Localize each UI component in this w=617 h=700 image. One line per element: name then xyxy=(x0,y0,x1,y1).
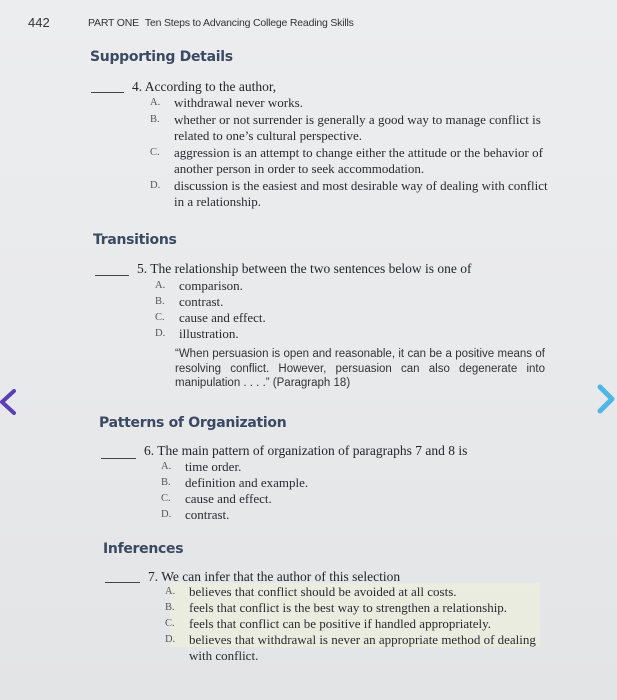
chevron-left-icon[interactable] xyxy=(0,388,18,416)
option-b[interactable]: B. contrast. xyxy=(155,294,224,309)
question-4: 4. According to the author, xyxy=(132,79,277,94)
question-7: 7. We can infer that the author of this selection xyxy=(148,569,401,584)
section-heading-supporting-details: Supporting Details xyxy=(90,49,233,65)
section-heading-inferences: Inferences xyxy=(103,541,184,557)
running-head xyxy=(88,17,354,29)
answer-blank[interactable] xyxy=(91,92,124,93)
option-c[interactable]: C. feels that conflict can be positive if handled appropriately. xyxy=(165,616,492,631)
question-6: 6. The main pattern of organization of paragraphs 7 and 8 is xyxy=(144,443,468,458)
quoted-passage: “When persuasion is open and reasonable, it can be a positive means of resolving conflict. However, persuasion can also degenerate into manipulation . . . .” (Paragraph 18) xyxy=(175,348,545,389)
option-c[interactable]: C. aggression is an attempt to change either the attitude or the behavior of another person in order to seek accommodation. xyxy=(150,145,543,176)
option-a[interactable]: A. believes that conflict should be avoided at all costs. xyxy=(165,584,457,599)
part-label: PART ONE xyxy=(88,17,139,29)
question-5: 5. The relationship between the two sentences below is one of xyxy=(137,261,472,276)
option-d[interactable]: D. discussion is the easiest and most desirable way of dealing with conflict in a relationship. xyxy=(150,178,548,209)
option-c[interactable]: C. cause and effect. xyxy=(155,310,266,325)
option-a[interactable]: A. time order. xyxy=(161,459,242,474)
book-title: Ten Steps to Advancing College Reading Skills xyxy=(144,17,354,29)
question-4-options xyxy=(150,95,550,210)
answer-blank[interactable] xyxy=(105,582,140,583)
option-d[interactable]: D. contrast. xyxy=(161,507,230,522)
option-d[interactable]: D. believes that withdrawal is never an appropriate method of dealing with conflict. xyxy=(165,632,536,663)
chevron-right-icon[interactable] xyxy=(596,384,617,414)
option-b[interactable]: B. feels that conflict is the best way to strengthen a relationship. xyxy=(165,600,508,615)
question-5-options xyxy=(155,278,545,342)
option-a[interactable]: A. withdrawal never works. xyxy=(150,95,303,110)
option-b[interactable]: B. whether or not surrender is generally a good way to manage conflict is related to one’s cultural perspective. xyxy=(150,112,541,143)
option-d[interactable]: D. illustration. xyxy=(155,326,239,341)
option-c[interactable]: C. cause and effect. xyxy=(161,491,272,506)
section-heading-transitions: Transitions xyxy=(93,232,177,248)
question-6-options xyxy=(161,459,541,523)
option-b[interactable]: B. definition and example. xyxy=(161,475,309,490)
answer-blank[interactable] xyxy=(95,275,129,276)
section-heading-patterns-of-organization: Patterns of Organization xyxy=(99,415,287,431)
option-a[interactable]: A. comparison. xyxy=(155,278,243,293)
answer-blank[interactable] xyxy=(101,458,136,459)
page-number: 442 xyxy=(28,15,50,30)
question-7-options xyxy=(165,584,550,664)
